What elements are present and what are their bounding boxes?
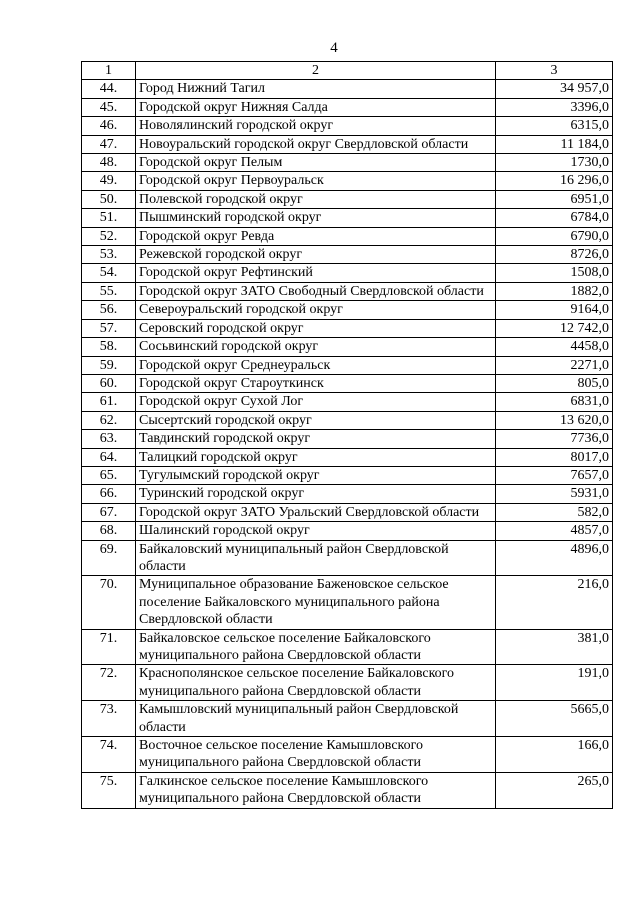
table-row xyxy=(82,466,613,484)
table-row xyxy=(82,190,613,208)
row-number: 65. xyxy=(82,466,136,484)
column-header-value: 3 xyxy=(496,62,613,80)
municipality-name: Городской округ Среднеуральск xyxy=(136,356,496,374)
row-number: 70. xyxy=(82,576,136,629)
table-row xyxy=(82,737,613,773)
row-number: 44. xyxy=(82,80,136,98)
amount-value: 381,0 xyxy=(496,629,613,665)
table-row xyxy=(82,282,613,300)
table-row xyxy=(82,540,613,576)
amount-value: 1730,0 xyxy=(496,154,613,172)
row-number: 45. xyxy=(82,98,136,116)
amount-value: 34 957,0 xyxy=(496,80,613,98)
row-number: 54. xyxy=(82,264,136,282)
amount-value: 6951,0 xyxy=(496,190,613,208)
table-row xyxy=(82,522,613,540)
amount-value: 5931,0 xyxy=(496,485,613,503)
row-number: 73. xyxy=(82,701,136,737)
amount-value: 16 296,0 xyxy=(496,172,613,190)
amount-value: 6790,0 xyxy=(496,227,613,245)
amount-value: 4458,0 xyxy=(496,338,613,356)
table-row xyxy=(82,209,613,227)
table-row xyxy=(82,80,613,98)
table-row xyxy=(82,154,613,172)
table-row xyxy=(82,117,613,135)
municipality-name: Сысертский городской округ xyxy=(136,411,496,429)
municipality-name: Новоуральский городской округ Свердловской области xyxy=(136,135,496,153)
table-row xyxy=(82,503,613,521)
municipality-name: Городской округ Первоуральск xyxy=(136,172,496,190)
row-number: 74. xyxy=(82,737,136,773)
amount-value: 265,0 xyxy=(496,772,613,808)
amount-value: 216,0 xyxy=(496,576,613,629)
table-row xyxy=(82,665,613,701)
amount-value: 11 184,0 xyxy=(496,135,613,153)
table-row xyxy=(82,135,613,153)
row-number: 57. xyxy=(82,319,136,337)
amount-value: 4857,0 xyxy=(496,522,613,540)
amount-value: 191,0 xyxy=(496,665,613,701)
table-row xyxy=(82,227,613,245)
amount-value: 5665,0 xyxy=(496,701,613,737)
municipality-name: Тугулымский городской округ xyxy=(136,466,496,484)
municipality-name: Шалинский городской округ xyxy=(136,522,496,540)
municipality-name: Городской округ Сухой Лог xyxy=(136,393,496,411)
municipality-name: Краснополянское сельское поселение Байкаловского муниципального района Свердловской области xyxy=(136,665,496,701)
municipality-name: Сосьвинский городской округ xyxy=(136,338,496,356)
municipality-name: Городской округ ЗАТО Уральский Свердловской области xyxy=(136,503,496,521)
municipality-name: Камышловский муниципальный район Свердловской области xyxy=(136,701,496,737)
row-number: 56. xyxy=(82,301,136,319)
municipality-name: Полевской городской округ xyxy=(136,190,496,208)
column-header-number: 1 xyxy=(82,62,136,80)
row-number: 55. xyxy=(82,282,136,300)
amount-value: 805,0 xyxy=(496,374,613,392)
table-row xyxy=(82,772,613,808)
municipality-name: Городской округ Ревда xyxy=(136,227,496,245)
row-number: 50. xyxy=(82,190,136,208)
row-number: 49. xyxy=(82,172,136,190)
table-row xyxy=(82,393,613,411)
municipality-name: Городской округ ЗАТО Свободный Свердловской области xyxy=(136,282,496,300)
row-number: 59. xyxy=(82,356,136,374)
table-body xyxy=(82,62,613,809)
municipality-name: Пышминский городской округ xyxy=(136,209,496,227)
amount-value: 2271,0 xyxy=(496,356,613,374)
table-row xyxy=(82,356,613,374)
municipality-name: Городской округ Пелым xyxy=(136,154,496,172)
row-number: 63. xyxy=(82,430,136,448)
municipality-name: Муниципальное образование Баженовское сельское поселение Байкаловского муниципального района Свердловской области xyxy=(136,576,496,629)
table-row xyxy=(82,485,613,503)
allocation-table xyxy=(81,61,613,809)
municipality-name: Туринский городской округ xyxy=(136,485,496,503)
row-number: 60. xyxy=(82,374,136,392)
amount-value: 7657,0 xyxy=(496,466,613,484)
table-row xyxy=(82,264,613,282)
amount-value: 8726,0 xyxy=(496,246,613,264)
table-row xyxy=(82,374,613,392)
municipality-name: Режевской городской округ xyxy=(136,246,496,264)
amount-value: 166,0 xyxy=(496,737,613,773)
row-number: 69. xyxy=(82,540,136,576)
amount-value: 6315,0 xyxy=(496,117,613,135)
row-number: 67. xyxy=(82,503,136,521)
row-number: 68. xyxy=(82,522,136,540)
table-row xyxy=(82,338,613,356)
row-number: 72. xyxy=(82,665,136,701)
row-number: 52. xyxy=(82,227,136,245)
row-number: 75. xyxy=(82,772,136,808)
amount-value: 3396,0 xyxy=(496,98,613,116)
table-row xyxy=(82,172,613,190)
row-number: 71. xyxy=(82,629,136,665)
table-row xyxy=(82,98,613,116)
municipality-name: Восточное сельское поселение Камышловского муниципального района Свердловской области xyxy=(136,737,496,773)
table-row xyxy=(82,301,613,319)
amount-value: 7736,0 xyxy=(496,430,613,448)
column-header-name: 2 xyxy=(136,62,496,80)
table-row xyxy=(82,430,613,448)
municipality-name: Галкинское сельское поселение Камышловского муниципального района Свердловской области xyxy=(136,772,496,808)
amount-value: 9164,0 xyxy=(496,301,613,319)
row-number: 46. xyxy=(82,117,136,135)
amount-value: 1508,0 xyxy=(496,264,613,282)
table-row xyxy=(82,701,613,737)
table-row xyxy=(82,576,613,629)
row-number: 53. xyxy=(82,246,136,264)
amount-value: 6784,0 xyxy=(496,209,613,227)
table-header-row xyxy=(82,62,613,80)
municipality-name: Североуральский городской округ xyxy=(136,301,496,319)
municipality-name: Байкаловское сельское поселение Байкаловского муниципального района Свердловской области xyxy=(136,629,496,665)
municipality-name: Город Нижний Тагил xyxy=(136,80,496,98)
row-number: 66. xyxy=(82,485,136,503)
municipality-name: Городской округ Нижняя Салда xyxy=(136,98,496,116)
row-number: 51. xyxy=(82,209,136,227)
row-number: 61. xyxy=(82,393,136,411)
row-number: 48. xyxy=(82,154,136,172)
table-row xyxy=(82,319,613,337)
row-number: 47. xyxy=(82,135,136,153)
amount-value: 4896,0 xyxy=(496,540,613,576)
row-number: 64. xyxy=(82,448,136,466)
page-number: 4 xyxy=(330,40,338,56)
amount-value: 582,0 xyxy=(496,503,613,521)
row-number: 58. xyxy=(82,338,136,356)
amount-value: 13 620,0 xyxy=(496,411,613,429)
municipality-name: Городской округ Староуткинск xyxy=(136,374,496,392)
row-number: 62. xyxy=(82,411,136,429)
municipality-name: Байкаловский муниципальный район Свердловской области xyxy=(136,540,496,576)
amount-value: 8017,0 xyxy=(496,448,613,466)
municipality-name: Талицкий городской округ xyxy=(136,448,496,466)
table-row xyxy=(82,246,613,264)
table-row xyxy=(82,448,613,466)
municipality-name: Городской округ Рефтинский xyxy=(136,264,496,282)
table-row xyxy=(82,411,613,429)
table-row xyxy=(82,629,613,665)
amount-value: 6831,0 xyxy=(496,393,613,411)
municipality-name: Новолялинский городской округ xyxy=(136,117,496,135)
amount-value: 12 742,0 xyxy=(496,319,613,337)
amount-value: 1882,0 xyxy=(496,282,613,300)
municipality-name: Тавдинский городской округ xyxy=(136,430,496,448)
municipality-name: Серовский городской округ xyxy=(136,319,496,337)
